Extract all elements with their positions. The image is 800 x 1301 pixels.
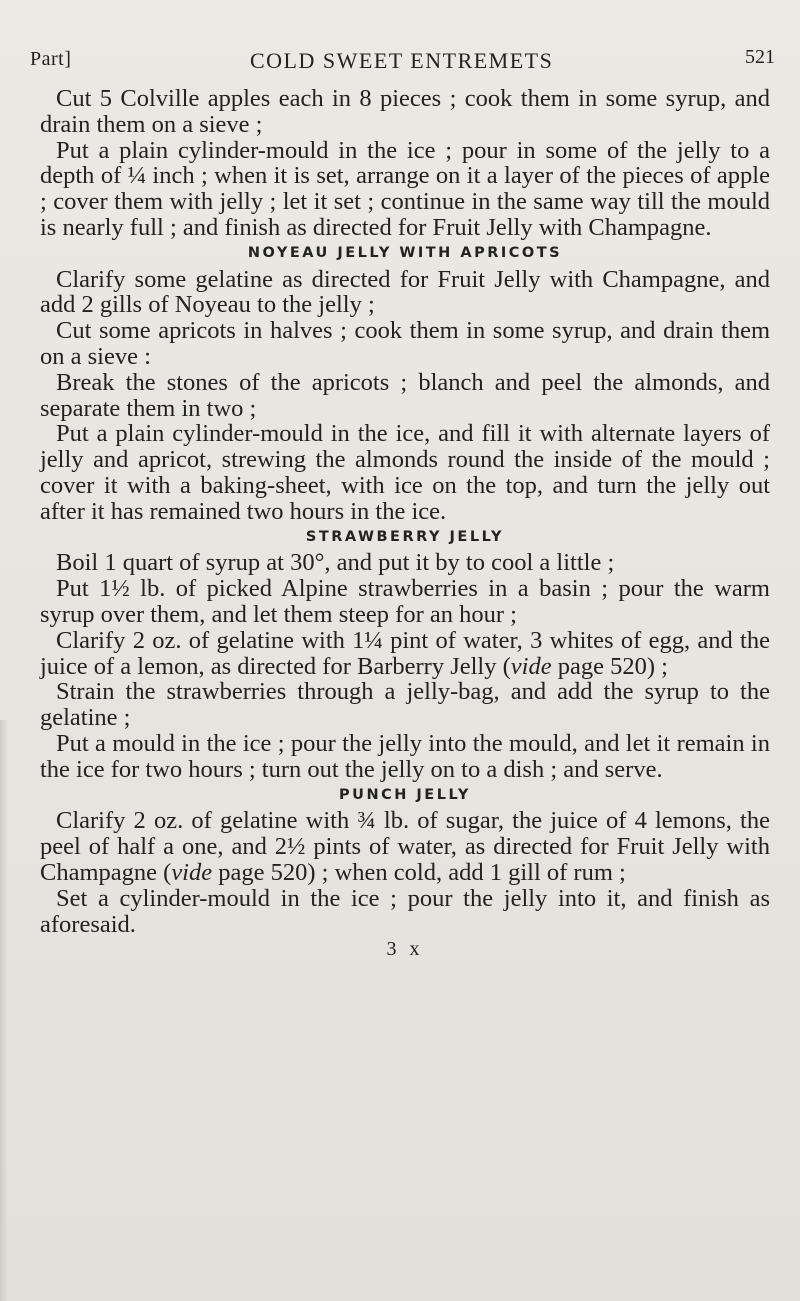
paragraph: Boil 1 quart of syrup at 30°, and put it by to cool a little ; <box>56 549 615 577</box>
paragraph: Set a cylinder-mould in the ice ; pour the jelly into it, and finish as aforesaid. <box>40 884 770 938</box>
paragraph: Put 1½ lb. of picked Alpine strawberries in a basin ; pour the warm syrup over them, and let them steep for an hour ; <box>40 575 770 628</box>
page-body <box>40 86 770 963</box>
text-run: page 520) ; <box>551 652 668 680</box>
paragraph: Break the stones of the apricots ; blanch and peel the almonds, and separate them in two ; <box>40 368 770 422</box>
paragraph: Clarify some gelatine as directed for Fruit Jelly with Champagne, and add 2 gills of Noyeau to the jelly ; <box>40 265 770 319</box>
section-heading-punch: PUNCH JELLY <box>339 786 471 803</box>
signature-mark: 3 x <box>386 938 424 961</box>
running-title: COLD SWEET ENTREMETS <box>250 48 554 73</box>
paragraph: Cut some apricots in halves ; cook them in some syrup, and drain them on a sieve : <box>40 317 770 370</box>
section-heading-strawberry: STRAWBERRY JELLY <box>305 528 505 545</box>
running-header <box>30 30 775 73</box>
paragraph: Put a mould in the ice ; pour the jelly into the mould, and let it remain in the ice for two hours ; turn out the jelly on to a dish ; and serve. <box>40 729 770 783</box>
page-edge-shadow <box>0 720 8 1301</box>
paragraph <box>40 628 770 680</box>
paragraph <box>40 808 770 885</box>
text-run: page 520) ; when cold, add 1 gill of rum ; <box>212 858 626 886</box>
section-heading-noyeau: NOYEAU JELLY WITH APRICOTS <box>247 244 563 261</box>
paragraph: Put a plain cylinder-mould in the ice ; pour in some of the jelly to a depth of ¼ inch ; when it is set, arrange on it a layer of the pieces of apple ; cover them with jelly ; let it set ; continue in the same way till the mould is nearly full ; and finish as directed for Fruit Jelly with Champagne. <box>40 136 770 241</box>
text-run: Clarify 2 oz. of gelatine with 1¼ pint of water, 3 whites of egg, and the juice of a lemon, as directed for Barberry Jelly ( <box>40 626 770 680</box>
vide-reference: vide <box>171 858 213 886</box>
paragraph: Put a plain cylinder-mould in the ice, and fill it with alternate layers of jelly and apricot, strewing the almonds round the inside of the mould ; cover it with a baking-sheet, with ice on the top, and turn the jelly out after it has remained two hours in the ice. <box>40 420 770 525</box>
paragraph: Cut 5 Colville apples each in 8 pieces ; cook them in some syrup, and drain them on a sieve ; <box>40 85 770 138</box>
vide-reference: vide <box>510 652 552 680</box>
text-run: Clarify 2 oz. of gelatine with ¾ lb. of sugar, the juice of 4 lemons, the peel of half a one, and 2½ pints of water, as directed for Fruit Jelly with Champagne ( <box>40 807 770 886</box>
part-label: Part] <box>30 48 72 70</box>
page-number: 521 <box>745 46 775 68</box>
paragraph: Strain the strawberries through a jelly-bag, and add the syrup to the gelatine ; <box>40 678 770 732</box>
